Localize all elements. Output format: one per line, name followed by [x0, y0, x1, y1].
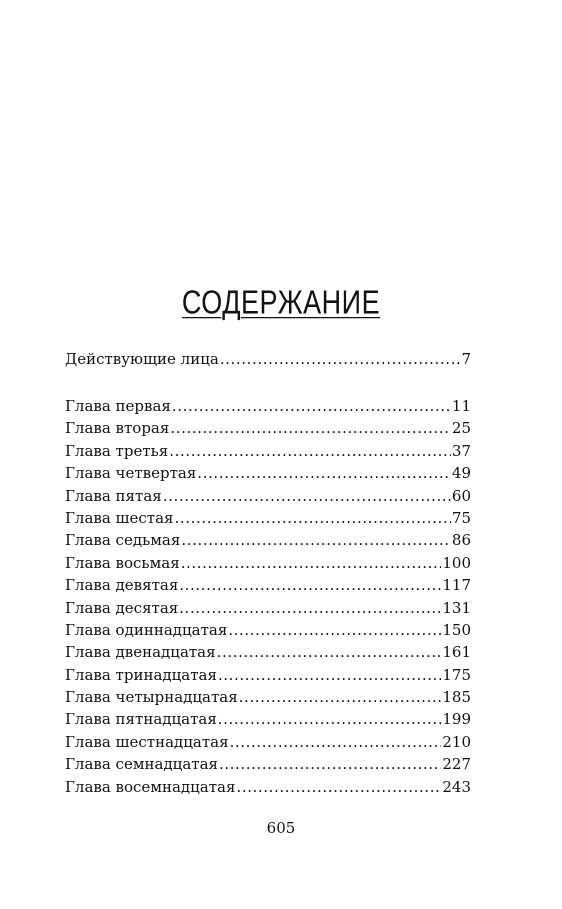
dot-leader [197, 462, 451, 484]
toc-entry-chapter[interactable] [65, 731, 471, 753]
toc-entry-page: 210 [442, 732, 471, 751]
toc-entry-chapter[interactable] [65, 574, 471, 596]
toc-entry-label: Глава десятая [65, 598, 179, 617]
toc-entry-label: Глава седьмая [65, 531, 181, 550]
toc-entry-chapter[interactable] [65, 686, 471, 708]
dot-leader [228, 619, 441, 641]
toc-entry-label: Глава шестая [65, 508, 174, 527]
toc-entry-label: Глава одиннадцатая [65, 620, 228, 639]
toc-entry-page: 150 [442, 620, 471, 639]
dot-leader [218, 708, 442, 730]
toc-entry-chapter[interactable] [65, 753, 471, 775]
toc-entry-chapter[interactable] [65, 529, 471, 551]
toc-entry-characters[interactable] [65, 348, 471, 370]
toc-entry-page: 75 [451, 508, 471, 527]
dot-leader [219, 753, 441, 775]
dot-leader [163, 485, 451, 507]
toc-entry-label: Глава пятая [65, 486, 162, 505]
toc-entry-label: Глава шестнадцатая [65, 732, 229, 751]
toc-entry-label: Глава восьмая [65, 553, 180, 572]
dot-leader [170, 417, 451, 439]
toc-entry-page: 243 [442, 777, 471, 796]
toc-entry-chapter[interactable] [65, 641, 471, 663]
toc-entry-page: 131 [442, 598, 471, 617]
toc-entry-label: Глава четырнадцатая [65, 688, 238, 707]
chapter-list [65, 395, 471, 798]
dot-leader [220, 348, 461, 370]
toc-entry-page: 49 [451, 464, 471, 483]
toc-entry-chapter[interactable] [65, 597, 471, 619]
dot-leader [181, 529, 451, 551]
toc-entry-chapter[interactable] [65, 395, 471, 417]
dot-leader [218, 664, 441, 686]
toc-entry-page: 37 [451, 441, 471, 460]
toc-entry-label: Глава первая [65, 397, 171, 415]
dot-leader [172, 395, 451, 417]
toc-entry-page: 161 [442, 643, 471, 662]
toc-entry-chapter[interactable] [65, 619, 471, 641]
toc-entry-page: 185 [442, 688, 471, 707]
toc-entry-label: Глава семнадцатая [65, 755, 218, 774]
toc-entry-chapter[interactable] [65, 417, 471, 439]
toc-entry-chapter[interactable] [65, 507, 471, 529]
toc-entry-page: 11 [451, 397, 471, 415]
toc-entry-label: Глава восемнадцатая [65, 777, 236, 796]
toc-entry-chapter[interactable] [65, 708, 471, 730]
dot-leader [179, 597, 441, 619]
toc-entry-chapter[interactable] [65, 664, 471, 686]
toc-entry-label: Глава четвертая [65, 464, 197, 483]
toc-entry-label: Глава тринадцатая [65, 665, 217, 684]
toc-entry-page: 227 [442, 755, 471, 774]
toc-entry-page: 175 [442, 665, 471, 684]
toc-entry-label: Глава вторая [65, 419, 170, 438]
toc-entry-page: 199 [442, 710, 471, 729]
toc-entry-page: 117 [442, 576, 471, 595]
toc-entry-page: 60 [451, 486, 471, 505]
front-matter-list [65, 348, 471, 370]
page-number: 605 [266, 819, 296, 837]
toc-entry-chapter[interactable] [65, 776, 471, 798]
toc-entry-label: Глава пятнадцатая [65, 710, 217, 729]
dot-leader [239, 686, 442, 708]
dot-leader [175, 507, 451, 529]
toc-entry-chapter[interactable] [65, 485, 471, 507]
toc-entry-page: 100 [442, 553, 471, 572]
dot-leader [236, 776, 441, 798]
toc-entry-label: Глава третья [65, 441, 169, 460]
toc-title: СОДЕРЖАНИЕ [181, 283, 381, 321]
dot-leader [179, 574, 441, 596]
toc-entry-label: Глава двенадцатая [65, 643, 216, 662]
toc-entry-page: 25 [451, 419, 471, 438]
toc-entry-label: Глава девятая [65, 576, 179, 595]
toc-entry-chapter[interactable] [65, 462, 471, 484]
toc-entry-chapter[interactable] [65, 440, 471, 462]
toc-entry-label: Действующие лица [65, 350, 219, 368]
toc-entry-page: 86 [451, 531, 471, 550]
dot-leader [169, 440, 451, 462]
dot-leader [217, 641, 442, 663]
dot-leader [181, 552, 442, 574]
toc-entry-chapter[interactable] [65, 552, 471, 574]
toc-entry-page: 7 [461, 350, 471, 368]
dot-leader [230, 731, 442, 753]
